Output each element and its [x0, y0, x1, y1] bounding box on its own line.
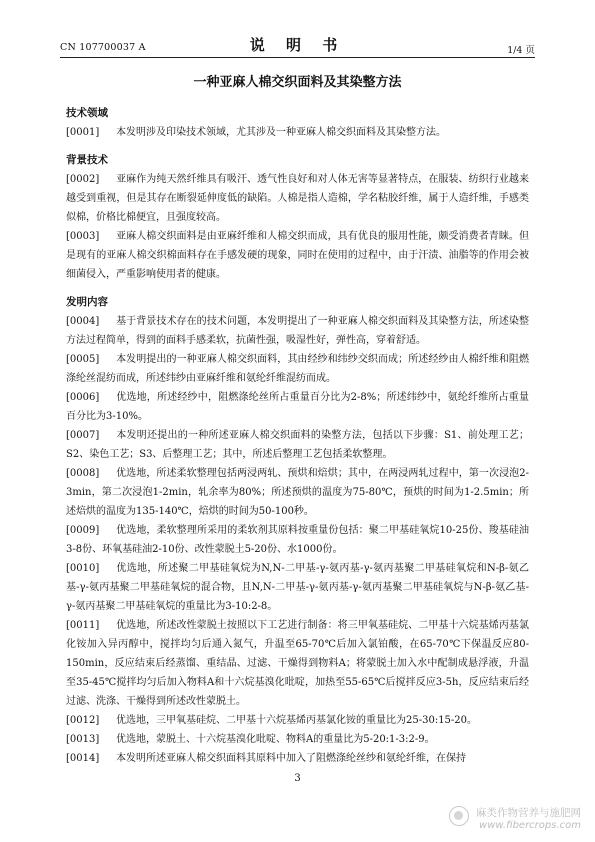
paragraph-number: [0014]: [66, 753, 100, 764]
page-header: [60, 32, 535, 56]
paragraph-text: 本发明还提出的一种所述亚麻人棉交织面料的染整方法，包括以下步骤：S1、前处理工艺；S2、染色工艺；S3、后整理工艺；其中，所述后整理工艺包括柔软整理。: [66, 430, 529, 460]
paragraph-text: 优选地，三甲氧基硅烷、二甲基十六烷基烯丙基氯化铵的重量比为25-30:15-20。: [116, 715, 478, 726]
paragraph-text: 本发明提出的一种亚麻人棉交织面料，其由经纱和纬纱交织而成；所述经纱由人棉纤维和阻燃涤纶丝混纺而成，所述纬纱由亚麻纤维和氨纶纤维混纺而成。: [66, 354, 529, 384]
paragraph-number: [0003]: [66, 231, 100, 242]
paragraph-number: [0004]: [66, 316, 100, 327]
section-heading: 技术领域: [66, 107, 108, 119]
watermark-url: www.fibercrops.com: [479, 820, 581, 831]
paragraph: [66, 521, 529, 559]
paragraph-text: 优选地，所述经纱中，阻燃涤纶丝所占重量百分比为2-8%；所述纬纱中，氨纶纤维所占重量百分比为3-10%。: [66, 392, 529, 422]
page-indicator: 1/4 页: [507, 45, 535, 56]
document-title: 一种亚麻人棉交织面料及其染整方法: [193, 75, 402, 90]
paragraph-text: 基于背景技术存在的技术问题，本发明提出了一种亚麻人棉交织面料及其染整方法，所述染整方法过程简单，得到的面料手感柔软，抗菌性强，吸湿性好，弹性高，穿着舒适。: [66, 316, 529, 346]
paragraph-number: [0006]: [66, 392, 100, 403]
paragraph-text: 优选地，柔软整理所采用的柔软剂其原料按重量份包括：聚二甲基硅氧烷10-25份、羧基硅油3-8份、环氧基硅油2-10份、改性蒙脱土5-20份、水1000份。: [66, 525, 529, 555]
paragraph-text: 亚麻人棉交织面料是由亚麻纤维和人棉交织而成，具有优良的服用性能，颇受消费者青睐。但是现有的亚麻人棉交织棉面料存在手感发硬的现象，同时在使用的过程中，由于汗渍、油脂等的作用会被细菌侵入，严重影响使用者的健康。: [66, 231, 529, 280]
sections-container: [66, 106, 529, 768]
paragraph: [66, 616, 529, 711]
paragraph-text: 优选地，蒙脱土、十六烷基溴化吡啶、物料A的重量比为5-20:1-3:2-9。: [116, 734, 435, 745]
paragraph-number: [0011]: [66, 620, 100, 631]
paragraph: [66, 559, 529, 616]
paragraph-number: [0010]: [66, 563, 100, 574]
paragraph-number: [0001]: [66, 127, 100, 138]
paragraph-number: [0002]: [66, 174, 100, 185]
paragraph-text: 亚麻作为纯天然纤维具有吸汗、透气性良好和对人体无害等显著特点，在服装、纺织行业越来越受到重视，但是其存在断裂延伸度低的缺陷。人棉是指人造棉，学名粘胶纤维，属于人造纤维，手感类似棉，价格比棉便宜，且强度较高。: [66, 174, 529, 223]
watermark-text: 麻类作物营养与施肥网: [476, 807, 581, 819]
paragraph: [66, 711, 529, 730]
paragraph-number: [0009]: [66, 525, 100, 536]
paragraph-text: 本发明涉及印染技术领域，尤其涉及一种亚麻人棉交织面料及其染整方法。: [116, 127, 446, 138]
paragraph-number: [0008]: [66, 468, 100, 479]
paragraph: [66, 227, 529, 284]
paragraph-text: 优选地，所述柔软整理包括两浸两轧、预烘和焙烘；其中，在两浸两轧过程中，第一次浸泡2-3min，第二次浸泡1-2min，轧余率为80%；所述预烘的温度为75-80℃，预烘的时间为1-2.5min；所述焙烘的温度为135-140℃，焙烘的时间为50-100秒。: [66, 468, 529, 517]
paragraph: [66, 464, 529, 521]
paragraph-text: 优选地，所述聚二甲基硅氧烷为N,N-二甲基-γ-氨丙基-γ-氨丙基聚二甲基硅氧烷和N-β-氨乙基-γ-氨丙基聚二甲基硅氧烷的混合物，且N,N-二甲基-γ-氨丙基-γ-氨丙基聚二甲基硅氧烷与N-β-氨乙基-γ-氨丙基聚二甲基硅氧烷的重量比为3-10:2-8。: [66, 563, 529, 612]
paragraph: [66, 170, 529, 227]
paragraph: [66, 749, 529, 768]
paragraph-number: [0012]: [66, 715, 100, 726]
watermark-logo-icon: [449, 806, 469, 826]
paragraph: [66, 426, 529, 464]
page-number: 3: [294, 773, 301, 784]
paragraph: [66, 350, 529, 388]
document-number: CN 107700037 A: [60, 42, 146, 53]
paragraph-number: [0005]: [66, 354, 100, 365]
paragraph: [66, 123, 529, 142]
document-body: [66, 71, 529, 768]
section-heading: 发明内容: [66, 296, 108, 308]
section-title: 说 明 书: [249, 36, 346, 54]
section-heading: 背景技术: [66, 154, 108, 166]
paragraph: [66, 312, 529, 350]
paragraph: [66, 730, 529, 749]
paragraph-number: [0013]: [66, 734, 100, 745]
paragraph-text: 本发明所述亚麻人棉交织面料其原料中加入了阻燃涤纶丝纱和氨纶纤维，在保持: [116, 753, 466, 764]
paragraph-text: 优选地，所述改性蒙脱土按照以下工艺进行制备：将三甲氧基硅烷、二甲基十六烷基烯丙基氯化铵加入异丙醇中，搅拌均匀后通入氮气，升温至65-70℃后加入氯铂酸，在65-70℃下保温反应80-150min，反应结束后经蒸馏、重结晶、过滤、干燥得到物料A；将蒙脱土加入水中配制成悬浮液，升温至35-45℃搅拌均匀后加入物料A和十六烷基溴化吡啶，加热至55-65℃后搅拌反应3-5h，反应结束后经过滤、洗涤、干燥得到所述改性蒙脱土。: [66, 620, 529, 707]
paragraph: [66, 388, 529, 426]
paragraph-number: [0007]: [66, 430, 100, 441]
header-rule: [60, 57, 535, 58]
